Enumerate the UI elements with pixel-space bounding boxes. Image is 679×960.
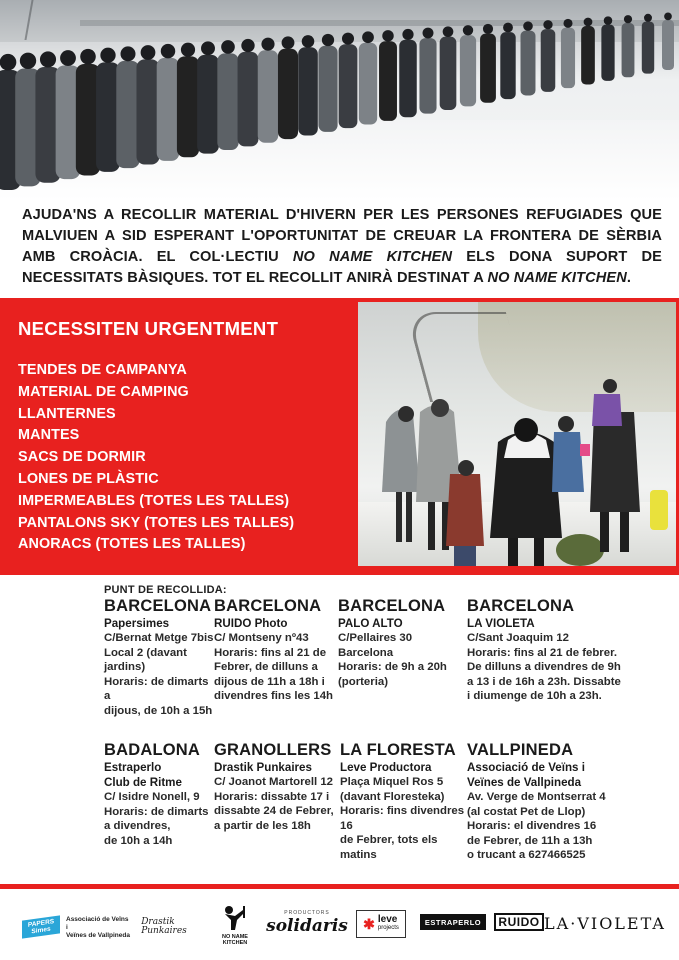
collection-point-vallpineda xyxy=(467,741,672,863)
point-venue: Associació de Veïns i Veïnes de Vallpineda xyxy=(467,761,585,789)
point-city: BADALONA xyxy=(104,741,201,759)
queue-person-head xyxy=(402,29,413,40)
point-info: Plaça Miquel Ros 5 (davant Floresteka) Horaris: fins divendres 16 de Febrer, tots els matins xyxy=(340,776,465,861)
needs-panel xyxy=(0,300,354,570)
queue-person xyxy=(116,61,139,168)
figure-bag xyxy=(556,534,604,566)
collection-point-barcelona-violeta xyxy=(467,597,672,704)
queue-person xyxy=(622,23,635,77)
queue-person-head xyxy=(322,34,334,46)
refugees-walking-photo xyxy=(356,300,678,568)
figure-head xyxy=(398,406,414,422)
collection-point-barcelona-papersimes xyxy=(104,597,214,719)
queue-person-head xyxy=(201,41,215,55)
figure-coat xyxy=(590,412,640,512)
leve-wordmark xyxy=(378,916,399,932)
queue-person-head xyxy=(60,50,76,66)
queue-person xyxy=(480,34,496,103)
collection-label: PUNT DE RECOLLIDA: xyxy=(104,584,227,596)
queue-person-head xyxy=(100,48,115,63)
queue-person-head xyxy=(664,13,672,21)
collection-point-granollers xyxy=(214,741,336,833)
queue-person-head xyxy=(20,53,36,69)
intro-part-3: . xyxy=(626,270,631,286)
queue-person-head xyxy=(241,39,254,52)
point-city: BARCELONA xyxy=(467,597,575,615)
queue-person-head xyxy=(543,20,552,29)
queue-person xyxy=(318,46,337,132)
queue-person-head xyxy=(423,28,434,39)
needs-item: TENDES DE CAMPANYA xyxy=(18,362,187,378)
leve-logo xyxy=(356,910,406,938)
intro-org-2: NO NAME KITCHEN xyxy=(487,270,627,286)
no-name-kitchen-logo xyxy=(210,900,260,950)
queue-person xyxy=(460,35,476,106)
queue-person xyxy=(217,53,238,150)
needs-item: ANORACS (TOTES LES TALLES) xyxy=(18,536,246,553)
queue-person-head xyxy=(282,36,295,49)
queue-person xyxy=(278,49,298,139)
queue-person xyxy=(197,55,219,154)
figure-leg xyxy=(406,492,412,542)
intro-part-2: ELS DONA SUPORT DE NECESSITATS BÀSIQUES. TOT EL RECOLLIT ANIRÀ DESTINAT A xyxy=(22,249,662,286)
needs-item: MANTES xyxy=(18,427,80,444)
point-city: BARCELONA xyxy=(338,597,446,615)
intro-org-1: NO NAME KITCHEN xyxy=(292,249,453,265)
collection-point-badalona xyxy=(104,741,214,848)
drastik-logo xyxy=(138,914,190,940)
point-venue: LA VIOLETA xyxy=(467,617,535,630)
red-rule-bottom xyxy=(0,884,679,889)
needs-item: PANTALONS SKY (TOTES LES TALLES) xyxy=(18,514,295,531)
leve-sub-text: projects xyxy=(377,925,399,931)
solidaris-top-text: PRODUCTORS xyxy=(284,910,330,916)
queue-person-head xyxy=(141,45,156,60)
queue-person xyxy=(258,50,278,142)
figure-head xyxy=(458,460,474,476)
collection-point-barcelona-ruido xyxy=(214,597,334,704)
point-info: C/ Isidre Nonell, 9 Horaris: de dimarts a divendres, de 10h a 14h xyxy=(104,791,209,847)
point-city: GRANOLLERS xyxy=(214,741,332,759)
needs-item: LLANTERNES xyxy=(18,405,116,422)
needs-item: SACS DE DORMIR xyxy=(18,449,146,466)
kitchen-figure-icon xyxy=(215,904,255,934)
figure-child xyxy=(446,474,484,546)
collection-point-floresta xyxy=(340,741,465,863)
nnk-logo-text: NO NAME KITCHEN xyxy=(222,934,248,946)
needs-item: LONES DE PLÀSTIC xyxy=(18,470,159,487)
queue-person-head xyxy=(584,18,593,27)
queue-person xyxy=(581,26,595,84)
queue-person xyxy=(561,28,575,89)
queue-person-head xyxy=(503,23,513,33)
walking-figures xyxy=(358,302,678,568)
point-venue: PALO ALTO xyxy=(338,617,403,630)
solidaris-logo-text: solidaris xyxy=(266,916,348,936)
point-venue: Leve Productora xyxy=(340,761,432,774)
queue-person xyxy=(136,59,159,164)
figure-head xyxy=(514,418,538,442)
queue-person-head xyxy=(161,44,175,58)
queue-person-head xyxy=(443,26,454,37)
papersimes-logo xyxy=(22,915,60,938)
figure-head xyxy=(558,416,574,432)
figure-child-legs xyxy=(454,546,476,566)
queue-person-head xyxy=(644,14,652,22)
point-info: Av. Verge de Montserrat 4 (al costat Pet de Llop) Horaris: el divendres 16 de Febrer, de 11h a 13h o trucant a 627466525 xyxy=(467,791,606,862)
queue-person-head xyxy=(40,51,56,67)
queue-person-head xyxy=(604,16,612,24)
figure-leg xyxy=(534,538,544,568)
point-info: C/Sant Joaquim 12 Horaris: fins al 21 de febrer. De dilluns a divendres de 9h a 13 i de 16h a 23h. Dissabte i diumenge de 10h a 23h. xyxy=(467,632,621,703)
queue-person xyxy=(541,29,556,92)
queue-person xyxy=(419,38,436,113)
needs-item: IMPERMEABLES (TOTES LES TALLES) xyxy=(18,492,290,509)
leve-logo-text: leve xyxy=(377,914,398,925)
point-info: C/ Joanot Martorell 12 Horaris: dissabte 17 i dissabte 24 de Febrer, a partir de les 18h xyxy=(214,776,334,832)
figure-leg xyxy=(508,538,518,568)
point-info: C/Pellaires 30 Barcelona Horaris: de 9h a 20h (porteria) xyxy=(338,632,447,688)
productors-solidaris-logo xyxy=(268,904,346,942)
queue-person-head xyxy=(624,15,632,23)
ruido-logo xyxy=(494,913,544,931)
queue-person xyxy=(440,37,457,110)
queue-person-head xyxy=(120,46,135,61)
drastik-logo-text: Drastik Punkaires xyxy=(141,917,187,936)
intro-part-1: AJUDA'NS A RECOLLIR MATERIAL D'HIVERN PER LES PERSONES REFUGIADES QUE MALVIUEN A SID ESPERANT L'OPORTUNITAT DE CREUAR LA FRONTERA DE SÈRBIA AMB CROÀCIA. EL COL·LECTIU xyxy=(22,207,662,265)
figure-child-carried xyxy=(592,394,622,426)
queue-person-head xyxy=(181,43,195,57)
la-violeta-logo xyxy=(544,912,666,934)
queue-person xyxy=(642,22,654,74)
queue-person xyxy=(399,40,417,118)
figure-head xyxy=(431,399,449,417)
papersimes-logo-text: PAPERS Simes xyxy=(27,918,55,936)
point-info: C/Bernat Metge 7bis Local 2 (davant jardins) Horaris: de dimarts a dijous, de 10h a 15h xyxy=(104,632,214,717)
figure-yellow-bag xyxy=(650,490,668,530)
queue-figures xyxy=(0,0,679,200)
point-venue: Estraperlo Club de Ritme xyxy=(104,761,182,789)
queue-person xyxy=(339,44,358,128)
collection-point-barcelona-paloalto xyxy=(338,597,463,689)
needs-title: NECESSITEN URGENTMENT xyxy=(18,318,279,339)
point-city: BARCELONA xyxy=(214,597,322,615)
assoc-vallpineda-logo xyxy=(66,916,132,940)
point-info: C/ Montseny nº43 Horaris: fins al 21 de Febrer, de dilluns a dijous de 11h a 18h i divendres fins les 14h xyxy=(214,632,334,703)
queue-person-head xyxy=(563,19,572,28)
estraperlo-logo xyxy=(420,914,486,930)
queue-person-head xyxy=(463,25,473,35)
point-city: VALLPINEDA xyxy=(467,741,574,759)
point-city: BARCELONA xyxy=(104,597,212,615)
red-rule-top xyxy=(0,569,679,575)
figure-leg xyxy=(396,492,402,542)
figure-leg xyxy=(428,502,435,550)
queue-person xyxy=(298,47,318,135)
figure-leg xyxy=(600,512,609,552)
needs-list xyxy=(18,360,294,556)
queue-person-head xyxy=(221,40,235,54)
estraperlo-logo-text: ESTRAPERLO xyxy=(424,917,482,927)
assoc-logo-text: Associació de Veïns i Veïnes de Vallpineda xyxy=(66,916,130,939)
queue-person-head xyxy=(362,31,374,43)
point-venue: Papersimes xyxy=(104,617,170,630)
queue-person-head xyxy=(382,30,393,41)
refugees-queue-photo xyxy=(0,0,679,200)
sponsor-logos xyxy=(0,894,679,960)
intro-text xyxy=(22,205,662,289)
queue-person xyxy=(238,52,259,147)
leve-star-icon: ✱ xyxy=(363,915,375,932)
figure-head xyxy=(603,379,617,393)
queue-person xyxy=(379,41,397,121)
queue-person-head xyxy=(80,49,96,65)
figure-pink-glove xyxy=(580,444,590,456)
point-city: LA FLORESTA xyxy=(340,741,456,759)
queue-person xyxy=(521,31,536,96)
queue-person-head xyxy=(523,21,533,31)
point-venue: Drastik Punkaires xyxy=(214,761,312,774)
queue-person xyxy=(359,43,377,125)
queue-person-head xyxy=(302,35,315,48)
needs-item: MATERIAL DE CAMPING xyxy=(18,383,189,400)
queue-person-head xyxy=(0,54,16,71)
point-venue: RUIDO Photo xyxy=(214,617,288,630)
ruido-logo-text: RUIDO xyxy=(498,915,540,929)
queue-person xyxy=(500,32,515,99)
queue-person-head xyxy=(261,38,274,51)
queue-person-head xyxy=(342,33,354,45)
queue-person xyxy=(177,56,199,157)
queue-person-head xyxy=(483,24,493,34)
figure-leg xyxy=(620,512,629,552)
figure-blanket xyxy=(382,410,420,493)
queue-person xyxy=(601,25,614,81)
figure-coat xyxy=(552,432,584,492)
violeta-logo-text: LA·VIOLETA xyxy=(544,913,666,933)
queue-person xyxy=(662,20,674,70)
queue-person xyxy=(157,58,180,161)
